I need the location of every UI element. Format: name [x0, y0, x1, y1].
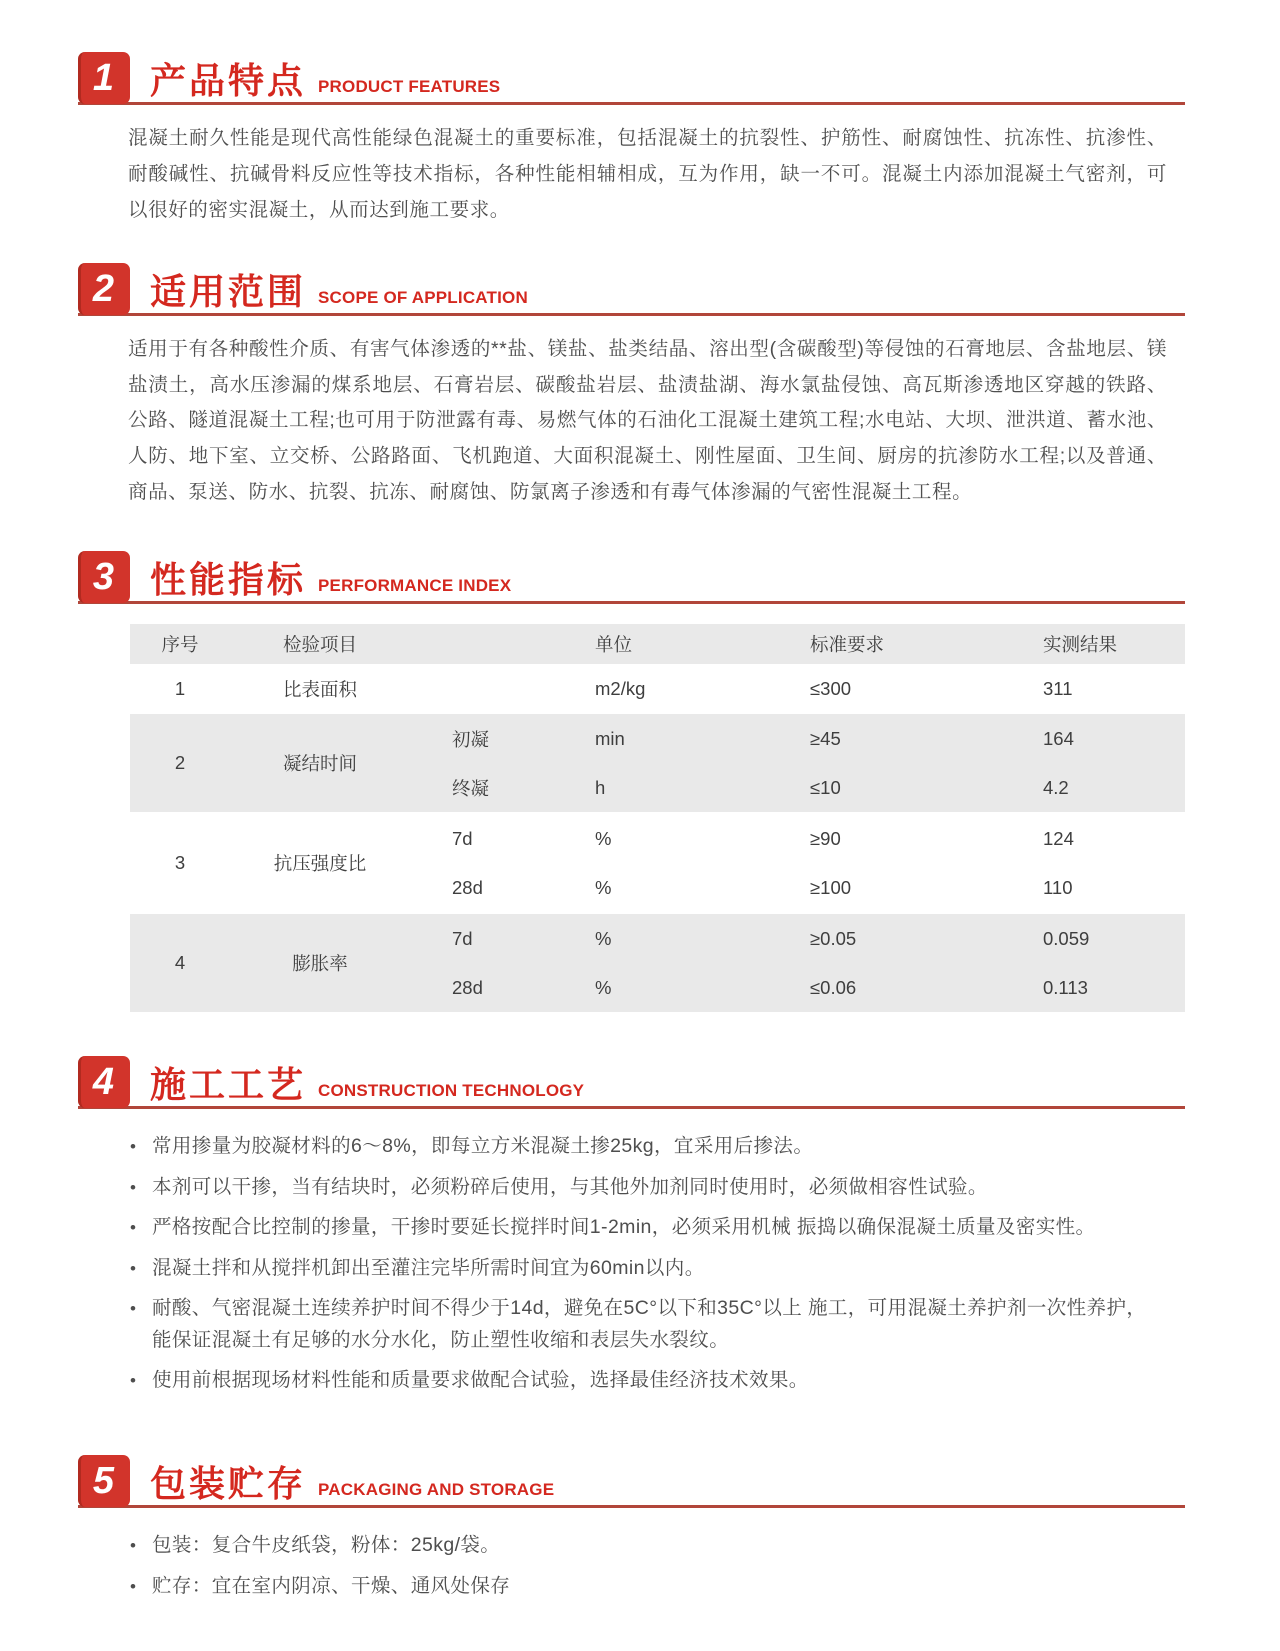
bullet-dot-icon: •: [130, 1258, 137, 1278]
list-item: [130, 1253, 1155, 1285]
section-number-badge-4: [78, 1056, 130, 1108]
section-title-zh: 施工工艺: [150, 1064, 307, 1105]
construction-bullet-list: [78, 1131, 1185, 1397]
cell-result: 311: [1043, 678, 1073, 699]
cell-no: 4: [174, 952, 186, 973]
table-row: [130, 814, 1185, 914]
cell-result: 0.059: [1043, 927, 1090, 949]
cell-unit: min: [595, 727, 625, 749]
table-subrow: [410, 914, 1185, 963]
section-packaging-storage: [78, 1455, 1185, 1602]
table-subrow: [410, 863, 1185, 912]
list-item: [130, 1293, 1155, 1356]
bullet-text: 使用前根据现场材料性能和质量要求做配合试验，选择最佳经济技术效果。: [152, 1369, 809, 1392]
section-scope-of-application: [78, 263, 1185, 511]
cell-unit: %: [595, 927, 612, 949]
section-title-en: PACKAGING AND STORAGE: [318, 1480, 555, 1500]
cell-item: 膨胀率: [292, 953, 348, 974]
table-subrow: [410, 714, 1185, 763]
table-subrow: [410, 763, 1185, 812]
cell-item: 比表面积: [282, 679, 357, 700]
section-number: 5: [92, 1460, 115, 1503]
col-header-item: 检验项目: [282, 634, 357, 655]
cell-result: 4.2: [1043, 776, 1069, 798]
cell-standard: ≤300: [810, 678, 852, 699]
col-header-standard: 标准要求: [810, 634, 885, 655]
table-row: [130, 666, 1185, 714]
table-subrow: [410, 963, 1185, 1012]
bullet-text: 常用掺量为胶凝材料的6～8%，即每立方米混凝土掺25kg，宜采用后掺法。: [152, 1135, 814, 1157]
cell-sub: 7d: [452, 927, 473, 949]
cell-result: 164: [1043, 727, 1074, 749]
bullet-dot-icon: •: [130, 1137, 137, 1156]
section-title-en: SCOPE OF APPLICATION: [318, 287, 528, 307]
section-header-4: [78, 1056, 1185, 1109]
cell-no: 3: [174, 852, 186, 873]
cell-result: 124: [1043, 827, 1074, 849]
section-header-5: [78, 1455, 1185, 1508]
bullet-text: 包装：复合牛皮纸袋，粉体：25kg/袋。: [152, 1534, 501, 1557]
list-item: [130, 1530, 1155, 1562]
section-number-badge-2: [78, 263, 130, 315]
section-title-zh: 适用范围: [150, 270, 307, 312]
section-title-en: CONSTRUCTION TECHNOLOGY: [318, 1081, 585, 1100]
cell-standard: ≤10: [810, 776, 841, 798]
section-number-badge-1: [78, 52, 130, 104]
performance-table: [130, 624, 1185, 1014]
cell-standard: ≥100: [810, 876, 852, 898]
cell-sub: 28d: [452, 876, 483, 898]
cell-sub: 7d: [452, 827, 473, 849]
section-header-2: [78, 263, 1185, 316]
cell-sub: 终凝: [452, 777, 490, 799]
scope-paragraph: 适用于有各种酸性介质、有害气体渗透的**盐、镁盐、盐类结晶、溶出型(含碳酸型)等侵蚀的石膏地层、含盐地层、镁盐渍土，高水压渗漏的煤系地层、石膏岩层、碳酸盐岩层、盐渍盐湖、海水氯盐侵蚀、高瓦斯渗透地区穿越的铁路、公路、隧道混凝土工程;也可用于防泄露有毒、易燃气体的石油化工混凝土建筑工程;水电站、大坝、泄洪道、蓄水池、人防、地下室、立交桥、公路路面、飞机跑道、大面积混凝土、刚性屋面、卫生间、厨房的抗渗防水工程;以及普通、商品、泵送、防水、抗裂、抗冻、耐腐蚀、防氯离子渗透和有毒气体渗漏的气密性混凝土工程。: [128, 337, 1167, 504]
cell-unit: %: [595, 876, 612, 898]
cell-result: 110: [1043, 876, 1073, 898]
cell-standard: ≥45: [810, 727, 841, 749]
cell-sub: 初凝: [452, 728, 490, 750]
section-title-zh: 产品特点: [150, 60, 307, 101]
bullet-dot-icon: •: [130, 1177, 137, 1197]
bullet-text: 耐酸、气密混凝土连续养护时间不得少于14d，避免在5C°以下和35C°以上 施工，可用混凝土养护剂一次性养护，能保证混凝土有足够的水分水化，防止塑性收缩和表层失水裂纹。: [152, 1297, 1147, 1351]
cell-unit: %: [595, 827, 612, 849]
section-header-3: [78, 551, 1185, 604]
cell-no: 2: [174, 752, 186, 773]
section-product-features: [78, 52, 1185, 229]
cell-unit: m2/kg: [595, 678, 646, 699]
section-performance-index: [78, 551, 1185, 1014]
bullet-text: 贮存：宜在室内阴凉、干燥、通风处保存: [152, 1574, 511, 1597]
section-number: 4: [92, 1061, 115, 1103]
bullet-text: 严格按配合比控制的掺量，干掺时要延长搅拌时间1-2min，必须采用机械 振捣以确保混凝土质量及密实性。: [152, 1216, 1096, 1239]
product-features-paragraph: 混凝土耐久性能是现代高性能绿色混凝土的重要标准，包括混凝土的抗裂性、护筋性、耐腐蚀性、抗冻性、抗渗性、耐酸碱性、抗碱骨料反应性等技术指标，各种性能相辅相成，互为作用，缺一不可。混凝土内添加混凝土气密剂，可以很好的密实混凝土，从而达到施工要求。: [128, 127, 1167, 221]
section-title-en: PRODUCT FEATURES: [318, 77, 501, 96]
table-row: [130, 714, 1185, 814]
section-title-zh: 包装贮存: [150, 1463, 307, 1505]
col-header-result: 实测结果: [1043, 634, 1118, 655]
table-row: [130, 914, 1185, 1014]
bullet-dot-icon: •: [130, 1299, 137, 1319]
cell-item: 凝结时间: [282, 753, 357, 774]
bullet-dot-icon: •: [130, 1536, 137, 1556]
col-header-no: 序号: [161, 634, 199, 655]
cell-unit: h: [595, 776, 606, 798]
list-item: [130, 1571, 1155, 1603]
bullet-dot-icon: •: [130, 1576, 137, 1596]
section-number: 2: [92, 267, 115, 310]
cell-standard: ≥0.05: [810, 927, 857, 949]
bullet-dot-icon: •: [130, 1371, 137, 1391]
bullet-text: 混凝土拌和从搅拌机卸出至灌注完毕所需时间宜为60min以内。: [152, 1256, 705, 1279]
packaging-bullet-list: [78, 1530, 1185, 1602]
list-item: [130, 1212, 1155, 1244]
cell-no: 1: [174, 678, 186, 699]
section-number-badge-5: [78, 1455, 130, 1507]
cell-item: 抗压强度比: [273, 853, 367, 874]
table-subrow: [410, 814, 1185, 863]
section-construction-technology: [78, 1056, 1185, 1397]
section-number-badge-3: [78, 551, 130, 603]
table-header-row: [130, 624, 1185, 666]
list-item: [130, 1131, 1155, 1163]
section-title-en: PERFORMANCE INDEX: [318, 576, 512, 595]
section-number: 3: [92, 556, 115, 598]
col-header-unit: 单位: [595, 634, 633, 655]
cell-standard: ≥90: [810, 827, 841, 849]
bullet-text: 本剂可以干掺，当有结块时，必须粉碎后使用，与其他外加剂同时使用时，必须做相容性试验。: [152, 1175, 988, 1198]
cell-result: 0.113: [1043, 976, 1088, 998]
list-item: [130, 1365, 1155, 1397]
bullet-dot-icon: •: [130, 1218, 137, 1238]
cell-unit: %: [595, 976, 612, 998]
section-title-zh: 性能指标: [150, 559, 307, 600]
section-number: 1: [92, 57, 115, 99]
list-item: [130, 1172, 1155, 1204]
cell-standard: ≤0.06: [810, 976, 857, 998]
cell-sub: 28d: [452, 976, 483, 998]
section-header-1: [78, 52, 1185, 105]
